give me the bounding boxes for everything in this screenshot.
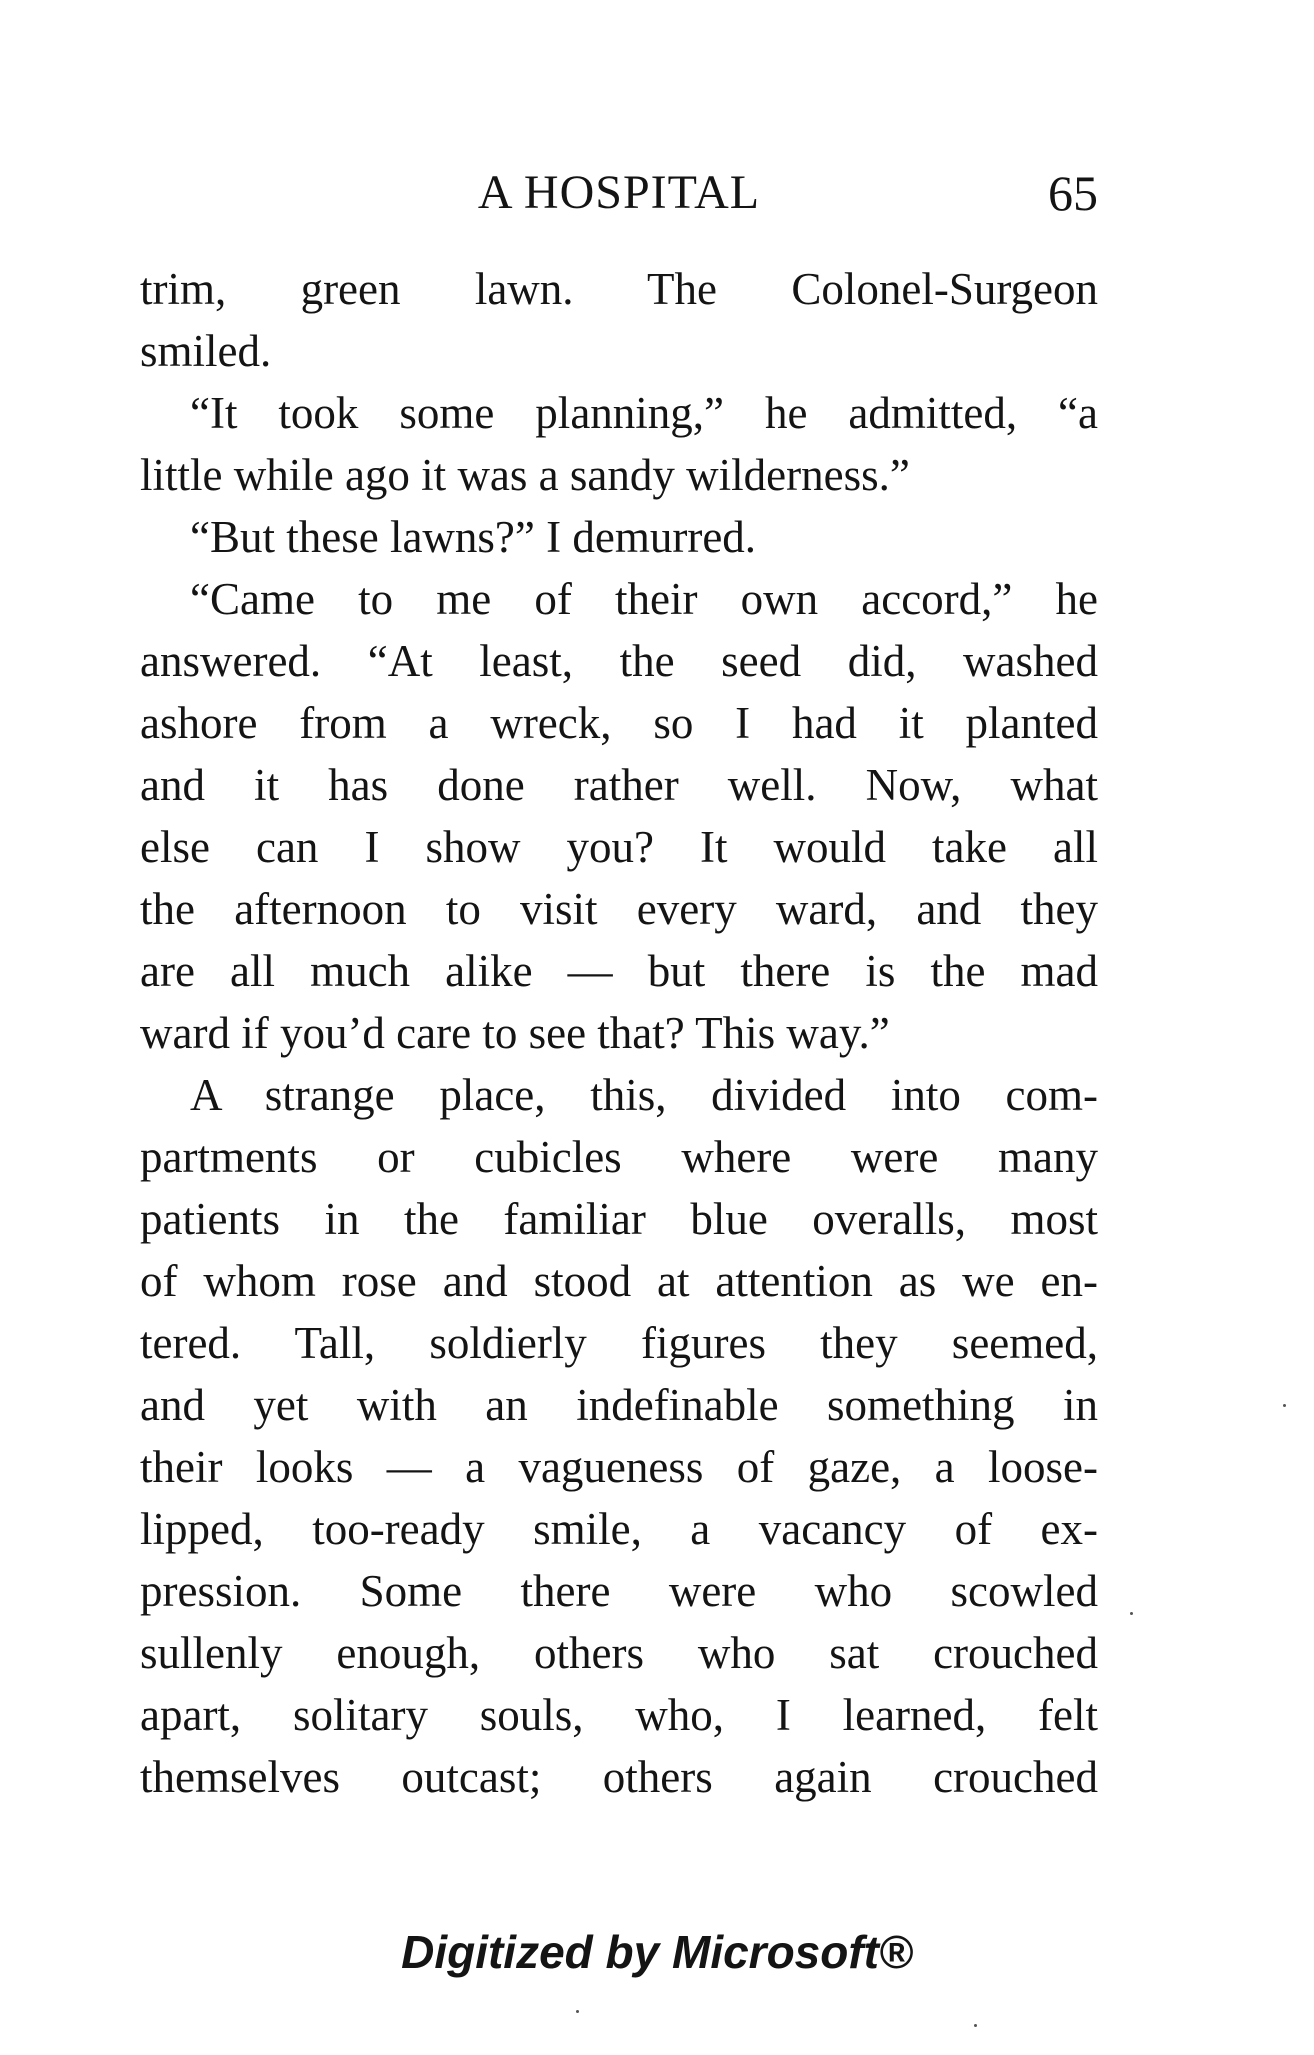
scan-speck: [974, 2024, 977, 2027]
text-line: else can I show you? It would take all: [140, 822, 1098, 872]
text-line: themselves outcast; others again crouched: [140, 1752, 1098, 1802]
text-line: “But these lawns?” I demurred.: [190, 512, 757, 562]
text-line: and yet with an indefinable something in: [140, 1380, 1098, 1430]
text-line: their looks — a vagueness of gaze, a loose-: [140, 1442, 1098, 1492]
scan-speck: [1130, 1612, 1133, 1615]
page-number: 65: [1048, 165, 1098, 221]
scan-speck: [576, 2010, 579, 2013]
scan-speck: [1283, 1404, 1286, 1407]
chapter-title: A HOSPITAL: [477, 166, 761, 219]
text-line: pression. Some there were who scowled: [140, 1566, 1098, 1616]
text-line: little while ago it was a sandy wilderness.”: [140, 450, 910, 500]
text-line: trim, green lawn. The Colonel-Surgeon: [140, 264, 1098, 314]
text-line: of whom rose and stood at attention as we en-: [140, 1256, 1098, 1306]
text-line: answered. “At least, the seed did, washed: [140, 636, 1098, 686]
text-line: “It took some planning,” he admitted, “a: [190, 388, 1098, 438]
text-line: and it has done rather well. Now, what: [140, 760, 1098, 810]
text-line: lipped, too-ready smile, a vacancy of ex-: [140, 1504, 1098, 1554]
running-head: [140, 162, 1098, 224]
text-line: patients in the familiar blue overalls, most: [140, 1194, 1098, 1244]
text-line: sullenly enough, others who sat crouched: [140, 1628, 1098, 1678]
body-text: [140, 258, 1098, 1808]
text-line: apart, solitary souls, who, I learned, felt: [140, 1690, 1098, 1740]
text-line: smiled.: [140, 326, 272, 376]
text-line: “Came to me of their own accord,” he: [190, 574, 1098, 624]
text-line: the afternoon to visit every ward, and they: [140, 884, 1098, 934]
text-line: ashore from a wreck, so I had it planted: [140, 698, 1098, 748]
text-line: are all much alike — but there is the mad: [140, 946, 1098, 996]
text-line: tered. Tall, soldierly figures they seemed,: [140, 1318, 1098, 1368]
text-line: partments or cubicles where were many: [140, 1132, 1098, 1182]
text-line: ward if you’d care to see that? This way.”: [140, 1008, 890, 1058]
digitized-watermark: Digitized by Microsoft®: [401, 1926, 913, 1978]
text-line: A strange place, this, divided into com-: [190, 1070, 1098, 1120]
